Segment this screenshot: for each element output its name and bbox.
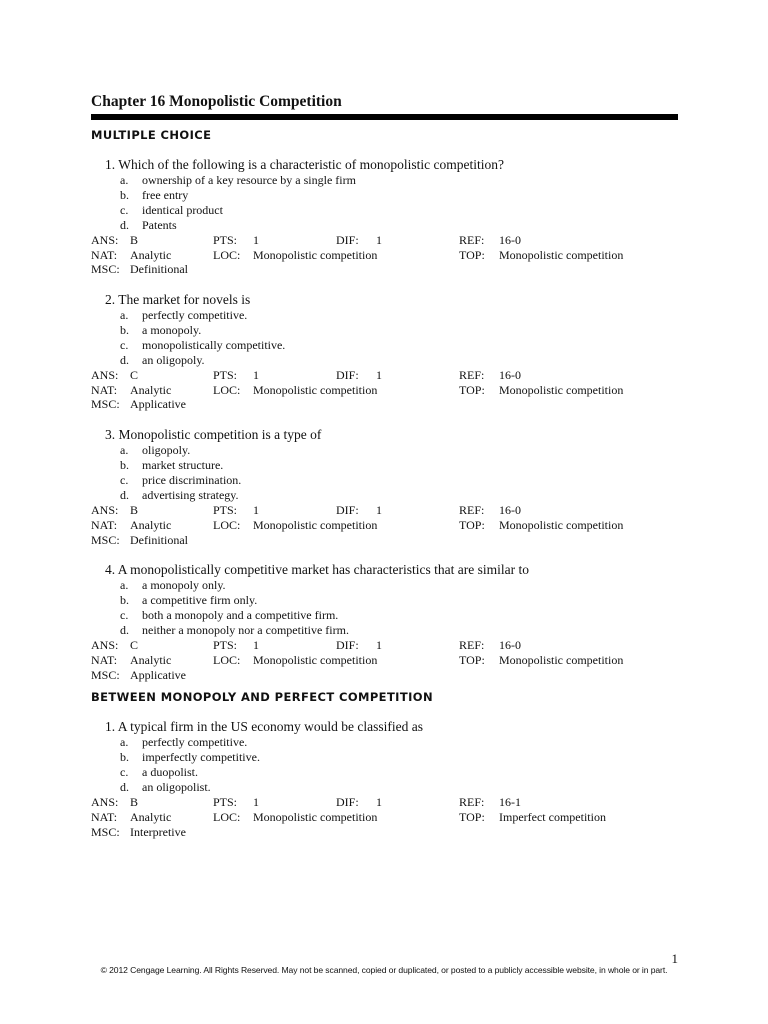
option-letter: d.	[120, 623, 129, 638]
meta-label-ref: REF:	[459, 233, 485, 247]
meta-value-pts: 1	[253, 233, 259, 247]
section-heading: MULTIPLE CHOICE	[91, 128, 212, 142]
meta-label-ans: ANS:	[91, 503, 119, 518]
answer-option	[91, 593, 678, 608]
meta-label-nat: NAT:	[91, 652, 118, 667]
meta-value-loc: Monopolistic competition	[253, 517, 378, 532]
meta-label-nat: NAT:	[91, 517, 118, 532]
meta-value-ans: B	[130, 503, 139, 518]
meta-value-top: Imperfect competition	[499, 809, 606, 824]
meta-value-pts: 1	[253, 795, 259, 810]
meta-value-dif: 1	[376, 638, 382, 653]
meta-label-loc: LOC:	[213, 809, 241, 824]
meta-label-ans: ANS:	[91, 233, 119, 247]
answer-metadata-row	[91, 503, 678, 518]
option-text: price discrimination.	[142, 473, 242, 488]
meta-label-ref: REF:	[459, 503, 485, 518]
question-stem: 4. A monopolistically competitive market has characteristics that are similar to	[105, 562, 530, 578]
meta-value-loc: Monopolistic competition	[253, 652, 378, 667]
meta-value-top: Monopolistic competition	[499, 652, 624, 667]
option-letter: a.	[120, 443, 129, 458]
meta-label-dif: DIF:	[336, 503, 359, 518]
option-list	[91, 578, 678, 638]
option-text: perfectly competitive.	[142, 308, 248, 323]
answer-metadata-row	[91, 233, 678, 248]
meta-label-ref: REF:	[459, 795, 485, 810]
meta-label-loc: LOC:	[213, 517, 241, 532]
answer-metadata-row	[91, 668, 678, 683]
meta-value-pts: 1	[253, 368, 259, 383]
option-text: neither a monopoly nor a competitive firm.	[142, 623, 349, 638]
option-letter: a.	[120, 308, 129, 323]
option-text: advertising strategy.	[142, 488, 239, 503]
question-block	[91, 291, 678, 412]
meta-value-loc: Monopolistic competition	[253, 247, 378, 262]
meta-value-dif: 1	[376, 503, 382, 518]
option-letter: c.	[120, 608, 129, 623]
meta-label-top: TOP:	[459, 247, 485, 262]
answer-option	[91, 323, 678, 338]
answer-option	[91, 750, 678, 765]
meta-label-top: TOP:	[459, 517, 485, 532]
option-text: market structure.	[142, 458, 224, 473]
option-text: both a monopoly and a competitive firm.	[142, 608, 339, 623]
meta-label-pts: PTS:	[213, 368, 238, 383]
answer-option	[91, 218, 678, 233]
meta-label-msc: MSC:	[91, 397, 120, 412]
question-stem: 1. A typical firm in the US economy would be classified as	[105, 719, 423, 735]
answer-metadata-row	[91, 653, 678, 668]
option-list	[91, 735, 678, 795]
answer-metadata-row	[91, 518, 678, 533]
meta-label-loc: LOC:	[213, 652, 241, 667]
answer-metadata-row	[91, 825, 678, 840]
answer-option	[91, 578, 678, 593]
option-letter: b.	[120, 593, 129, 608]
page-number: 1	[671, 951, 678, 966]
option-letter: a.	[120, 578, 129, 593]
meta-label-loc: LOC:	[213, 382, 241, 397]
answer-option	[91, 188, 678, 203]
option-letter: d.	[120, 218, 129, 232]
title-rule	[91, 114, 678, 120]
meta-label-msc: MSC:	[91, 667, 120, 682]
answer-option	[91, 443, 678, 458]
answer-option	[91, 608, 678, 623]
meta-value-dif: 1	[376, 795, 382, 810]
meta-label-dif: DIF:	[336, 638, 359, 653]
answer-option	[91, 353, 678, 368]
meta-value-ref: 16-0	[499, 503, 521, 518]
option-text: a monopoly.	[142, 323, 202, 338]
question-stem: 1. Which of the following is a characteristic of monopolistic competition?	[105, 157, 505, 172]
meta-value-ref: 16-0	[499, 368, 521, 383]
answer-metadata-row	[91, 810, 678, 825]
chapter-title: Chapter 16 Monopolistic Competition	[91, 93, 342, 110]
meta-label-ans: ANS:	[91, 368, 119, 383]
meta-value-ans: C	[130, 638, 139, 653]
question-block	[91, 561, 678, 682]
answer-option	[91, 308, 678, 323]
answer-option	[91, 458, 678, 473]
option-letter: c.	[120, 473, 129, 488]
option-letter: b.	[120, 188, 129, 202]
meta-label-ans: ANS:	[91, 795, 119, 810]
option-list	[91, 308, 678, 368]
meta-label-msc: MSC:	[91, 824, 120, 839]
answer-option	[91, 623, 678, 638]
option-text: imperfectly competitive.	[142, 750, 260, 765]
meta-value-loc: Monopolistic competition	[253, 809, 378, 824]
option-text: an oligopoly.	[142, 353, 205, 368]
meta-label-top: TOP:	[459, 382, 485, 397]
meta-value-top: Monopolistic competition	[499, 382, 624, 397]
answer-metadata-row	[91, 248, 678, 263]
answer-metadata-row	[91, 533, 678, 548]
question-stem: 3. Monopolistic competition is a type of	[105, 427, 322, 443]
answer-option	[91, 765, 678, 780]
meta-value-msc: Applicative	[130, 397, 186, 412]
meta-value-nat: Analytic	[130, 517, 172, 532]
answer-option	[91, 488, 678, 503]
copyright-footer: © 2012 Cengage Learning. All Rights Reserved. May not be scanned, copied or duplicated, or posted to a publicly accessible website, in whole or in part.	[100, 965, 668, 975]
option-letter: b.	[120, 323, 129, 338]
meta-label-ref: REF:	[459, 638, 485, 653]
meta-label-dif: DIF:	[336, 368, 359, 383]
option-letter: a.	[120, 173, 129, 187]
meta-label-ref: REF:	[459, 368, 485, 383]
option-list	[91, 443, 678, 503]
meta-label-dif: DIF:	[336, 795, 359, 810]
meta-value-msc: Definitional	[130, 532, 188, 547]
answer-option	[91, 473, 678, 488]
option-text: identical product	[142, 203, 223, 217]
meta-label-top: TOP:	[459, 652, 485, 667]
meta-value-nat: Analytic	[130, 652, 172, 667]
question-block	[91, 426, 678, 547]
meta-value-msc: Interpretive	[130, 824, 186, 839]
answer-metadata-row	[91, 368, 678, 383]
meta-label-nat: NAT:	[91, 809, 118, 824]
option-text: monopolistically competitive.	[142, 338, 286, 353]
meta-value-msc: Applicative	[130, 667, 186, 682]
answer-option	[91, 780, 678, 795]
meta-value-pts: 1	[253, 503, 259, 518]
option-list	[91, 173, 678, 233]
sections-container	[91, 128, 678, 839]
option-text: oligopoly.	[142, 443, 191, 458]
question-block	[91, 718, 678, 839]
meta-value-ref: 16-0	[499, 638, 521, 653]
answer-metadata-row	[91, 638, 678, 653]
answer-metadata-row	[91, 795, 678, 810]
option-letter: b.	[120, 458, 129, 473]
meta-label-ans: ANS:	[91, 638, 119, 653]
meta-value-pts: 1	[253, 638, 259, 653]
question-stem: 2. The market for novels is	[105, 292, 251, 308]
option-text: perfectly competitive.	[142, 735, 248, 750]
meta-value-loc: Monopolistic competition	[253, 382, 378, 397]
meta-label-msc: MSC:	[91, 532, 120, 547]
document-page	[91, 92, 678, 839]
meta-value-top: Monopolistic competition	[499, 517, 624, 532]
answer-option	[91, 338, 678, 353]
question-block	[91, 156, 678, 277]
meta-value-ans: C	[130, 368, 139, 383]
meta-label-dif: DIF:	[336, 233, 359, 247]
meta-label-nat: NAT:	[91, 382, 118, 397]
meta-value-ans: B	[130, 233, 139, 247]
option-letter: b.	[120, 750, 129, 765]
option-letter: d.	[120, 780, 129, 795]
meta-label-pts: PTS:	[213, 503, 238, 518]
meta-label-top: TOP:	[459, 809, 485, 824]
meta-label-pts: PTS:	[213, 795, 238, 810]
meta-label-nat: NAT:	[91, 247, 118, 262]
option-text: a competitive firm only.	[142, 593, 258, 608]
option-text: an oligopolist.	[142, 780, 211, 795]
meta-value-msc: Definitional	[130, 262, 188, 277]
option-letter: c.	[120, 203, 129, 217]
option-letter: c.	[120, 338, 129, 353]
option-letter: a.	[120, 735, 129, 750]
meta-value-ref: 16-0	[499, 233, 521, 247]
meta-value-dif: 1	[376, 368, 382, 383]
option-text: a monopoly only.	[142, 578, 226, 593]
option-text: Patents	[142, 218, 177, 232]
answer-metadata-row	[91, 383, 678, 398]
answer-option	[91, 735, 678, 750]
meta-value-ref: 16-1	[499, 795, 521, 810]
meta-value-dif: 1	[376, 233, 382, 247]
meta-value-nat: Analytic	[130, 247, 172, 262]
meta-value-top: Monopolistic competition	[499, 247, 624, 262]
answer-option	[91, 173, 678, 188]
meta-value-nat: Analytic	[130, 382, 172, 397]
meta-label-pts: PTS:	[213, 233, 238, 247]
answer-option	[91, 203, 678, 218]
meta-value-nat: Analytic	[130, 809, 172, 824]
meta-value-ans: B	[130, 795, 139, 810]
section-heading: BETWEEN MONOPOLY AND PERFECT COMPETITION	[91, 690, 433, 705]
option-letter: d.	[120, 353, 129, 368]
meta-label-msc: MSC:	[91, 262, 120, 277]
option-text: free entry	[142, 188, 189, 202]
option-text: a duopolist.	[142, 765, 198, 780]
option-text: ownership of a key resource by a single firm	[142, 173, 356, 187]
option-letter: c.	[120, 765, 129, 780]
meta-label-loc: LOC:	[213, 247, 241, 262]
option-letter: d.	[120, 488, 129, 503]
answer-metadata-row	[91, 397, 678, 412]
meta-label-pts: PTS:	[213, 638, 238, 653]
answer-metadata-row	[91, 262, 678, 277]
